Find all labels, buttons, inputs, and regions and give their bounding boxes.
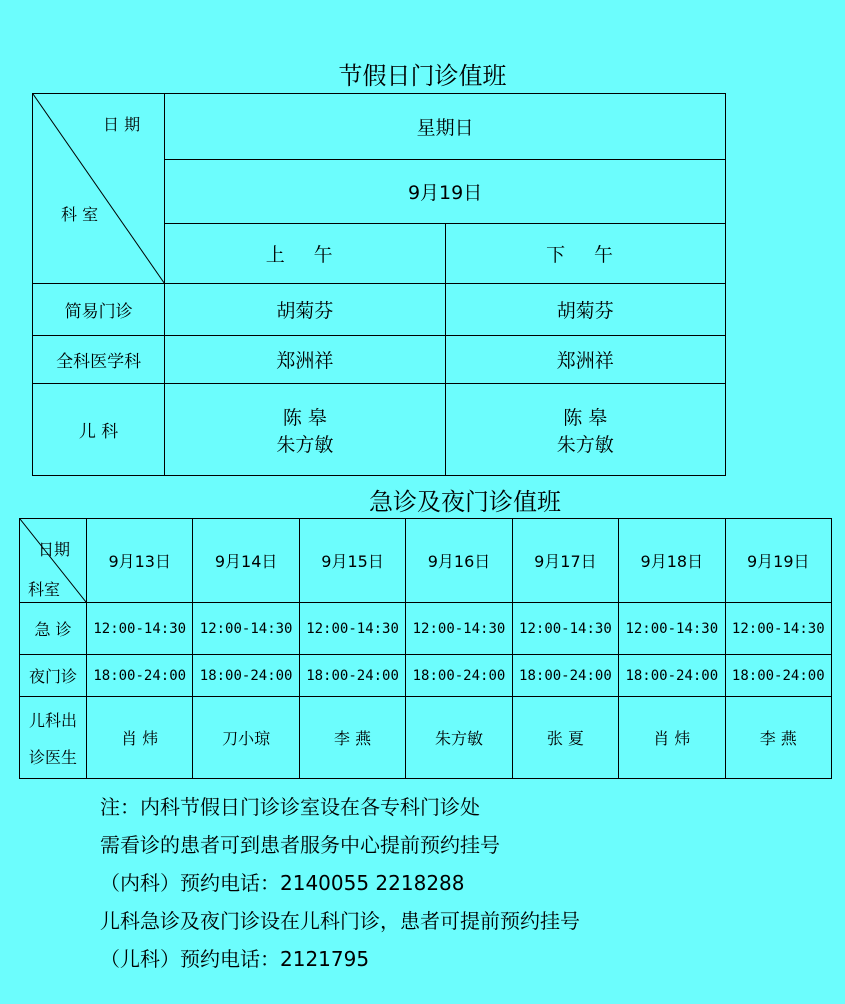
dept-line: 儿科出 [28, 710, 77, 730]
dept-cell: 简易门诊 [33, 284, 165, 336]
note-line: 需看诊的患者可到患者服务中心提前预约挂号 [100, 833, 500, 857]
time-cell: 18:00-24:00 [725, 655, 831, 697]
header-dept-label: 科 室 [61, 205, 99, 224]
dept-cell: 急 诊 [20, 603, 87, 655]
note-line: 儿科急诊及夜门诊设在儿科门诊，患者可提前预约挂号 [100, 909, 580, 933]
date-header: 9月15日 [299, 519, 405, 603]
time-cell: 18:00-24:00 [193, 655, 299, 697]
date-header: 9月19日 [725, 519, 831, 603]
pm-doctor: 郑洲祥 [445, 336, 725, 384]
weekday-cell: 星期日 [165, 94, 726, 160]
date-header: 9月17日 [512, 519, 618, 603]
time-cell: 12:00-14:30 [512, 603, 618, 655]
date-cell: 9月19日 [165, 160, 726, 224]
am-doctor: 郑洲祥 [165, 336, 445, 384]
header-dept-label: 科室 [28, 580, 61, 599]
doctor-cell: 朱方敏 [406, 697, 512, 779]
date-header: 9月16日 [406, 519, 512, 603]
holiday-schedule-table [32, 93, 726, 476]
doctor-cell: 刀小琼 [193, 697, 299, 779]
am-doctor: 陈 皋 [282, 406, 327, 429]
pm-doctors [445, 384, 725, 476]
doctor-cell: 肖 炜 [619, 697, 725, 779]
time-cell: 18:00-24:00 [619, 655, 725, 697]
dept-cell [20, 697, 87, 779]
dept-cell: 夜门诊 [20, 655, 87, 697]
table-row [33, 284, 726, 336]
emergency-title: 急诊及夜门诊值班 [369, 488, 561, 516]
date-header: 9月18日 [619, 519, 725, 603]
date-header: 9月14日 [193, 519, 299, 603]
dept-line: 诊医生 [28, 747, 77, 767]
dept-cell: 儿 科 [33, 384, 165, 476]
time-cell: 12:00-14:30 [619, 603, 725, 655]
time-cell: 12:00-14:30 [87, 603, 193, 655]
pm-doctor: 胡菊芬 [445, 284, 725, 336]
pm-doctor: 陈 皋 [563, 406, 608, 429]
am-header: 上 午 [165, 224, 445, 284]
note-line: （内科）预约电话：2140055 2218288 [100, 871, 465, 895]
notes [100, 788, 580, 978]
pm-doctor: 朱方敏 [556, 433, 614, 456]
holiday-title: 节假日门诊值班 [338, 62, 507, 90]
diagonal-header-cell [20, 519, 87, 603]
time-cell: 18:00-24:00 [512, 655, 618, 697]
doctor-cell: 肖 炜 [87, 697, 193, 779]
time-cell: 12:00-14:30 [406, 603, 512, 655]
pm-header: 下 午 [445, 224, 725, 284]
time-cell: 18:00-24:00 [406, 655, 512, 697]
time-cell: 18:00-24:00 [87, 655, 193, 697]
date-header: 9月13日 [87, 519, 193, 603]
time-cell: 12:00-14:30 [725, 603, 831, 655]
time-cell: 12:00-14:30 [193, 603, 299, 655]
am-doctors [165, 384, 445, 476]
table-row [20, 603, 832, 655]
table-row [20, 655, 832, 697]
dept-cell: 全科医学科 [33, 336, 165, 384]
diagonal-header-cell [33, 94, 165, 284]
am-doctor: 胡菊芬 [165, 284, 445, 336]
note-line: （儿科）预约电话：2121795 [100, 947, 370, 971]
am-doctor: 朱方敏 [276, 433, 334, 456]
doctor-cell: 张 夏 [512, 697, 618, 779]
time-cell: 18:00-24:00 [299, 655, 405, 697]
note-line: 注：内科节假日门诊诊室设在各专科门诊处 [100, 795, 480, 819]
doctor-cell: 李 燕 [725, 697, 831, 779]
header-date-label: 日期 [38, 540, 71, 559]
diagonal-line [33, 94, 164, 283]
time-cell: 12:00-14:30 [299, 603, 405, 655]
header-date-label: 日 期 [103, 115, 141, 134]
table-row [33, 384, 726, 476]
doctor-cell: 李 燕 [299, 697, 405, 779]
emergency-schedule-table [19, 518, 832, 779]
table-row [33, 336, 726, 384]
table-row [20, 697, 832, 779]
